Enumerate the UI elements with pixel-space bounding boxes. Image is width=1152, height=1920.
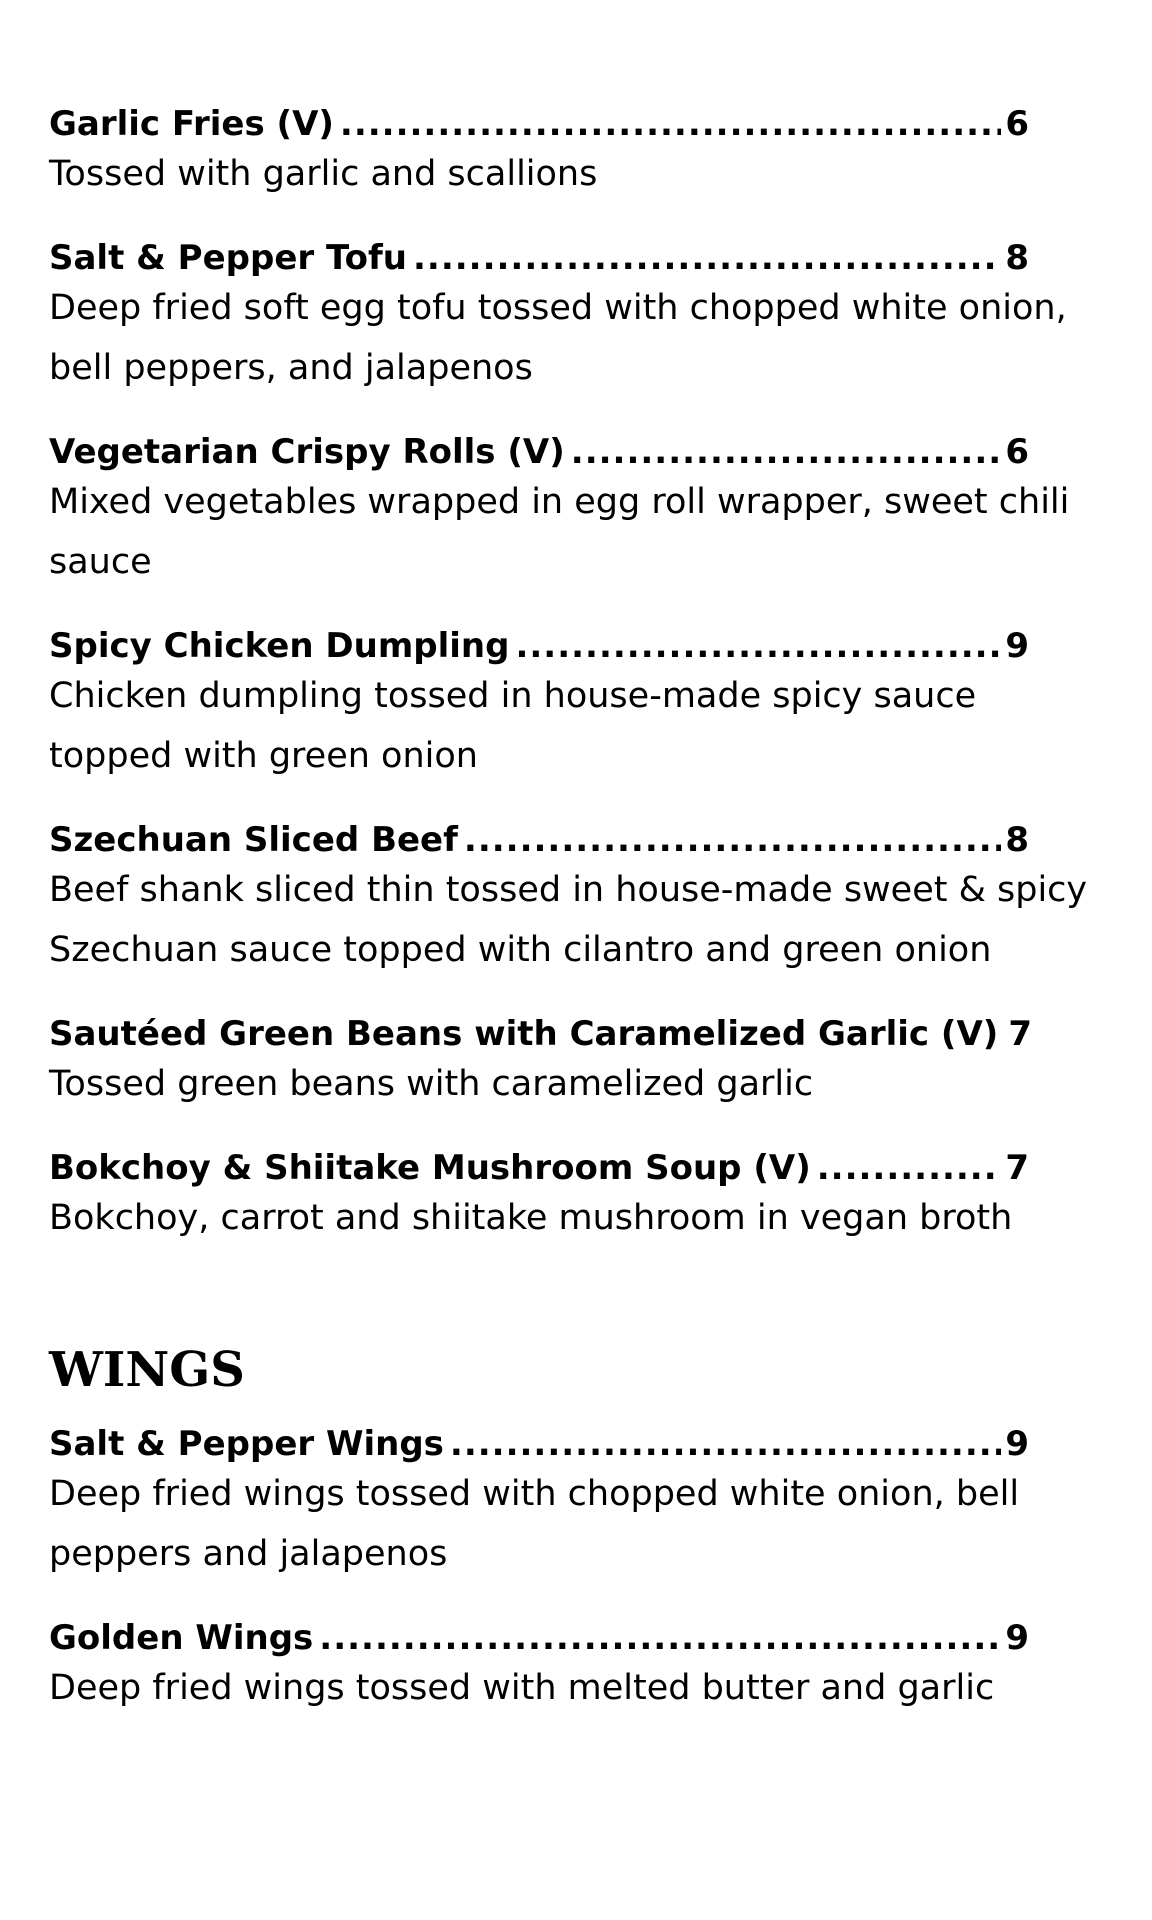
menu-item: [49, 428, 1070, 592]
menu-item: [49, 1010, 1032, 1114]
item-description: Deep fried wings tossed with chopped white onion, bell peppers and jalapenos: [49, 1474, 1020, 1574]
dot-leader: [515, 622, 1001, 670]
menu-item: [49, 1144, 1029, 1248]
item-price: 9: [1005, 626, 1029, 666]
dot-leader: [450, 1420, 1001, 1468]
item-name: Bokchoy & Shiitake Mushroom Soup (V): [49, 1148, 811, 1188]
menu-item: [49, 234, 1067, 398]
item-name: Sautéed Green Beans with Caramelized Garlic (V): [49, 1014, 999, 1054]
item-name: Salt & Pepper Wings: [49, 1424, 444, 1464]
dot-leader: [340, 100, 1001, 148]
dot-leader: [413, 234, 1001, 282]
item-price: 6: [1005, 432, 1029, 472]
menu-item: [49, 100, 1029, 204]
dot-leader: [319, 1614, 1001, 1662]
dot-leader: [817, 1144, 1002, 1192]
appetizers-section: [49, 100, 1088, 1278]
item-description: Tossed with garlic and scallions: [49, 154, 598, 194]
item-price: 9: [1005, 1424, 1029, 1464]
item-description: Bokchoy, carrot and shiitake mushroom in vegan broth: [49, 1198, 1013, 1238]
item-name: Salt & Pepper Tofu: [49, 238, 408, 278]
wings-section: [49, 1340, 1029, 1748]
item-name: Golden Wings: [49, 1618, 314, 1658]
item-description: Beef shank sliced thin tossed in house-made sweet & spicy Szechuan sauce topped with cilantro and green onion: [49, 870, 1088, 970]
item-name: Garlic Fries (V): [49, 104, 334, 144]
item-name: Vegetarian Crispy Rolls (V): [49, 432, 565, 472]
item-description: Deep fried soft egg tofu tossed with chopped white onion, bell peppers, and jalapenos: [49, 288, 1067, 388]
dot-leader: [571, 428, 1002, 476]
menu-item: [49, 1614, 1029, 1718]
menu-item: [49, 1420, 1029, 1584]
item-description: Tossed green beans with caramelized garlic: [49, 1064, 814, 1104]
item-price: 9: [1005, 1618, 1029, 1658]
dot-leader: [464, 816, 1001, 864]
item-price: 7: [1005, 1148, 1029, 1188]
section-heading: WINGS: [49, 1342, 245, 1398]
item-price: 8: [1005, 238, 1029, 278]
item-description: Mixed vegetables wrapped in egg roll wrapper, sweet chili sauce: [49, 482, 1070, 582]
item-description: Deep fried wings tossed with melted butter and garlic: [49, 1668, 995, 1708]
item-price: 6: [1005, 104, 1029, 144]
menu-item: [49, 622, 1029, 786]
item-price: 7: [1008, 1014, 1032, 1054]
item-price: 8: [1005, 820, 1029, 860]
item-description: Chicken dumpling tossed in house-made spicy sauce topped with green onion: [49, 676, 977, 776]
item-name: Spicy Chicken Dumpling: [49, 626, 510, 666]
item-name: Szechuan Sliced Beef: [49, 820, 458, 860]
menu-item: [49, 816, 1088, 980]
